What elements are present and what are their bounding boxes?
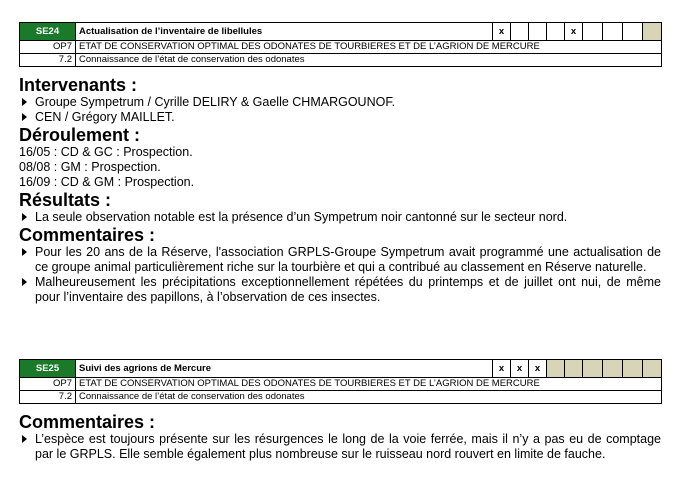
objective-text: ETAT DE CONSERVATION OPTIMAL DES ODONATES DE TOURBIERES ET DE L’AGRION DE MERCURE xyxy=(76,41,662,54)
year-mark xyxy=(583,360,603,378)
year-mark xyxy=(643,360,662,378)
schedule-line: 16/09 : CD & GM : Prospection. xyxy=(19,175,195,189)
list-item: La seule observation notable est la présence d’un Sympetrum noir cantonné sur le secteur nord. xyxy=(19,210,661,225)
objective-code: 7.2 xyxy=(20,54,76,67)
bullet-arrow-icon xyxy=(22,435,27,443)
schedule-line: 08/08 : GM : Prospection. xyxy=(19,160,161,174)
list-item: L’espèce est toujours présente sur les résurgences le long de la voie ferrée, mais il n’y a pas eu de comptage par le GRPLS. Elle semble également plus nombreuse sur le ruisseau nord rouvert en limite de fauche. xyxy=(19,432,661,462)
se24-body xyxy=(19,75,661,305)
year-mark xyxy=(529,23,547,41)
year-mark: x xyxy=(511,360,529,378)
list-item: Malheureusement les précipitations exceptionnellement répétées du printemps et de juillet ont nui, de même pour l’inventaire des papillons, à l’observation de ces insectes. xyxy=(19,275,661,305)
year-mark: x xyxy=(493,23,511,41)
bullet-arrow-icon xyxy=(22,213,27,221)
year-mark xyxy=(643,23,662,41)
action-title: Actualisation de l’inventaire de libellules xyxy=(76,23,493,41)
list-item: Pour les 20 ans de la Réserve, l'association GRPLS-Groupe Sympetrum avait programmé une actualisation de ce groupe animal particulièrement riche sur la tourbière et qui a contribué au classement en Réserve naturelle. xyxy=(19,245,661,275)
se25-body xyxy=(19,412,661,462)
action-table-se25 xyxy=(19,359,662,404)
list-item: Groupe Sympetrum / Cyrille DELIRY & Gaelle CHMARGOUNOF. xyxy=(19,95,661,110)
year-mark: x xyxy=(529,360,547,378)
resultats-heading: Résultats : xyxy=(19,190,112,210)
year-mark: x xyxy=(493,360,511,378)
objective-code: 7.2 xyxy=(20,391,76,404)
bullet-arrow-icon xyxy=(22,98,27,106)
deroulement-heading: Déroulement : xyxy=(19,125,141,145)
bullet-arrow-icon xyxy=(22,278,27,286)
list-item: CEN / Grégory MAILLET. xyxy=(19,110,661,125)
objective-text: Connaissance de l’état de conservation des odonates xyxy=(76,54,662,67)
year-mark xyxy=(565,360,583,378)
commentaires-heading: Commentaires : xyxy=(19,412,156,432)
bullet-arrow-icon xyxy=(22,113,27,121)
year-mark: x xyxy=(565,23,583,41)
commentaires-heading: Commentaires : xyxy=(19,225,156,245)
intervenants-heading: Intervenants : xyxy=(19,75,138,95)
objective-text: ETAT DE CONSERVATION OPTIMAL DES ODONATES DE TOURBIERES ET DE L’AGRION DE MERCURE xyxy=(76,378,662,391)
action-title: Suivi des agrions de Mercure xyxy=(76,360,493,378)
action-code: SE25 xyxy=(20,360,76,378)
year-mark xyxy=(583,23,603,41)
year-mark xyxy=(547,23,565,41)
year-mark xyxy=(623,23,643,41)
action-code: SE24 xyxy=(20,23,76,41)
objective-code: OP7 xyxy=(20,41,76,54)
year-mark xyxy=(511,23,529,41)
action-table-se24 xyxy=(19,22,662,67)
year-mark xyxy=(623,360,643,378)
year-mark xyxy=(547,360,565,378)
schedule-line: 16/05 : CD & GC : Prospection. xyxy=(19,145,193,159)
bullet-arrow-icon xyxy=(22,248,27,256)
objective-code: OP7 xyxy=(20,378,76,391)
year-mark xyxy=(603,360,623,378)
objective-text: Connaissance de l’état de conservation des odonates xyxy=(76,391,662,404)
year-mark xyxy=(603,23,623,41)
